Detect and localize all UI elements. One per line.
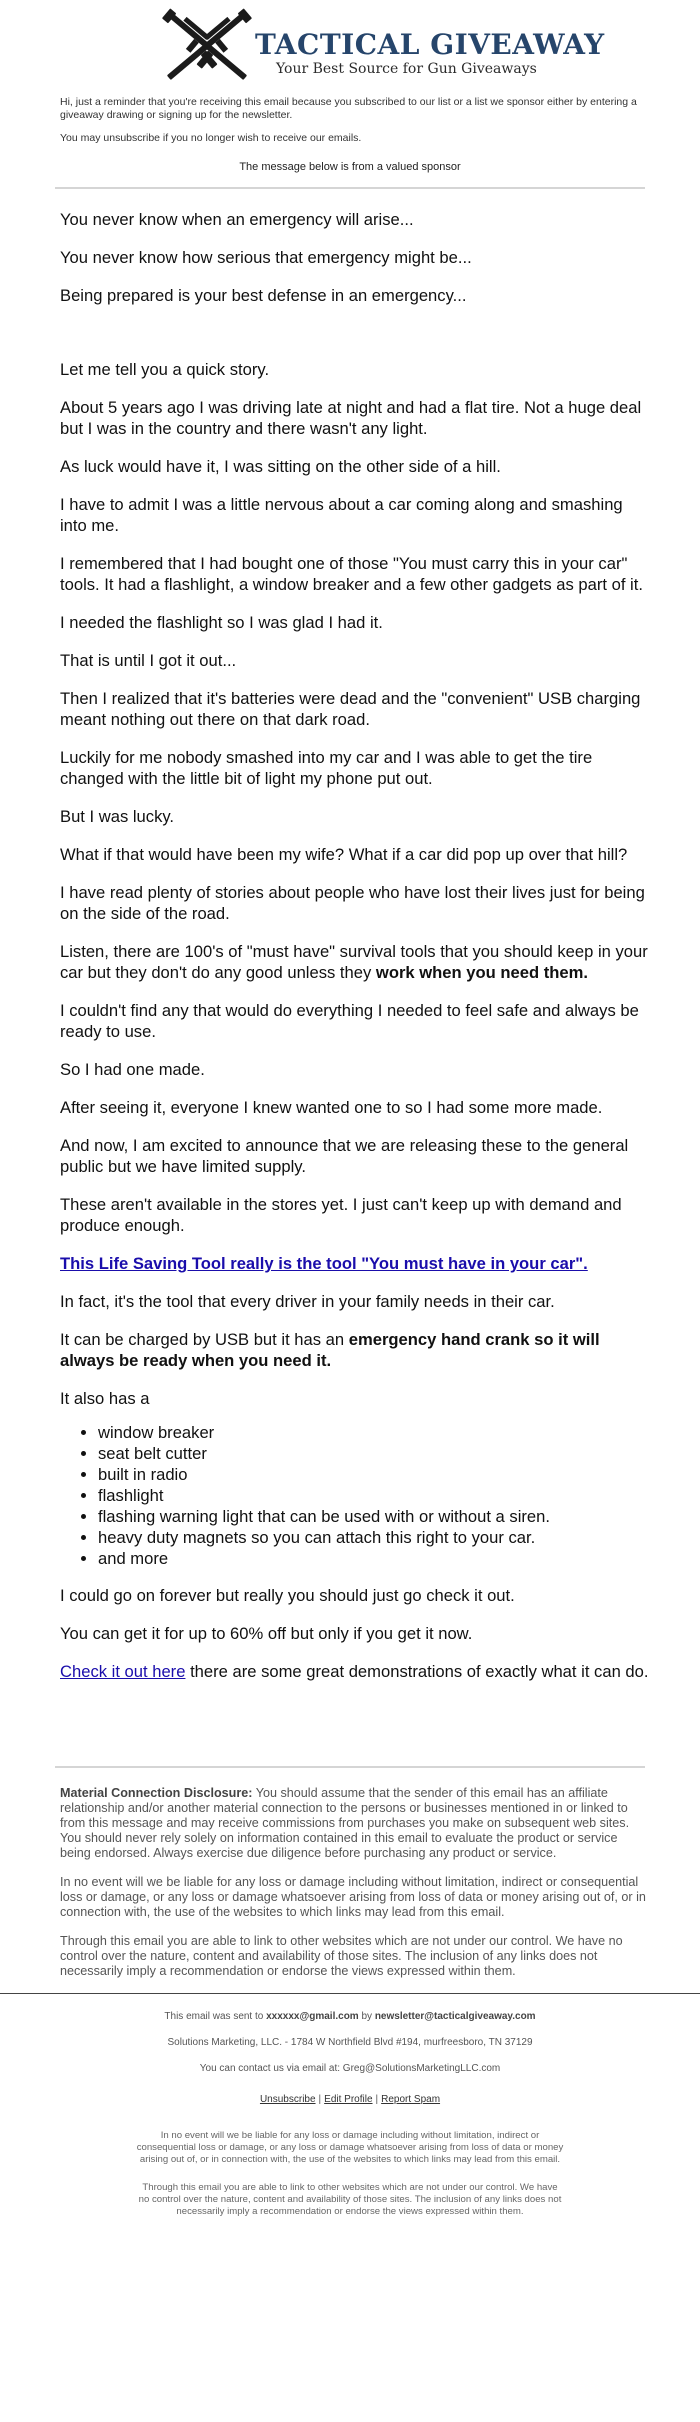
- paragraph-text: Listen, there are 100's of "must have" survival tools that you should keep in your car but they don't do any good unless they: [60, 942, 648, 982]
- feature-item: • flashlight: [98, 1485, 650, 1506]
- spacer: [60, 323, 650, 359]
- paragraph: But I was lucky.: [60, 807, 175, 826]
- disclosure-label: Material Connection Disclosure:: [60, 1786, 253, 1800]
- disclosure-text: You should assume that the sender of this email has an affiliate relationship and/or another material connection to the persons or businesses mentioned in or linked to from this message and may receive commissions from purchases you make on subsequent web sites. You should never rely solely on information contained in this email to evaluate the product or service being endorsed. Always exercise due diligence before purchasing any product or service.: [60, 1786, 630, 1860]
- paragraph: I could go on forever but really you should just go check it out.: [60, 1586, 515, 1605]
- check-it-out-link[interactable]: Check it out here: [60, 1662, 186, 1681]
- logo-tagline: Your Best Source for Gun Giveaways: [276, 61, 537, 77]
- paragraph: You never know when an emergency will arise...: [60, 210, 414, 229]
- sent-to-prefix: This email was sent to: [164, 2011, 267, 2022]
- paragraph-text: there are some great demonstrations of exactly what it can do.: [185, 1662, 649, 1681]
- external-links-disclaimer: Through this email you are able to link to other websites which are not under our control. We have no control over the nature, content and availability of those sites. The inclusion of any links does not necessarily imply a recommendation or endorse the views expressed within them.: [60, 1934, 623, 1978]
- product-cta-link[interactable]: This Life Saving Tool really is the tool "You must have in your car".: [60, 1254, 588, 1273]
- link-separator: |: [318, 2094, 322, 2105]
- intro-notice: [60, 96, 638, 145]
- feature-item: • built in radio: [98, 1464, 650, 1485]
- liability-disclaimer: In no event will we be liable for any loss or damage including without limitation, indirect or consequential loss or damage, or any loss or damage whatsoever arising from loss of data or money arising out of, or in connection with, the use of the websites to which links may lead from this email.: [60, 1875, 646, 1919]
- contact-line: You can contact us via email at: Greg@SolutionsMarketingLLC.com: [199, 2063, 501, 2074]
- disclosure-section: [60, 1786, 650, 1979]
- paragraph: Let me tell you a quick story.: [60, 360, 270, 379]
- footer-links: [100, 2093, 600, 2106]
- report-spam-link[interactable]: Report Spam: [381, 2094, 441, 2105]
- paragraph: Luckily for me nobody smashed into my car and I was able to get the tire changed with the little bit of light my phone put out.: [60, 748, 593, 788]
- crossed-rifles-icon: [152, 4, 262, 90]
- footer-liability-disclaimer: In no event will we be liable for any loss or damage including without limitation, indirect or consequential loss or damage, or any loss or damage whatsoever arising from loss of data or money arising out of, or in connection with, the use of the websites to which links may lead from this email.: [136, 2130, 564, 2165]
- paragraph: [60, 941, 650, 983]
- paragraph: About 5 years ago I was driving late at night and had a flat tire. Not a huge deal but I was in the country and there wasn't any light.: [60, 398, 642, 438]
- link-separator: |: [375, 2094, 379, 2105]
- sponsor-note: The message below is from a valued sponsor: [239, 161, 461, 173]
- sponsor-message: [60, 209, 650, 1682]
- feature-list: [60, 1422, 650, 1569]
- paragraph: And now, I am excited to announce that we are releasing these to the general public but we have limited supply.: [60, 1136, 629, 1176]
- paragraph: I couldn't find any that would do everything I needed to feel safe and always be ready to use.: [60, 1001, 639, 1041]
- paragraph: It also has a: [60, 1389, 150, 1408]
- divider: [0, 1993, 700, 1994]
- material-disclosure: [60, 1786, 650, 1861]
- email-header: [0, 0, 700, 92]
- paragraph: [60, 1329, 650, 1371]
- footer-links-disclaimer: Through this email you are able to link to other websites which are not under our control. We have no control over the nature, content and availability of those sites. The inclusion of any links does not necessarily imply a recommendation or endorse the views expressed within them.: [138, 2182, 562, 2217]
- paragraph: Then I realized that it's batteries were dead and the "convenient" USB charging meant nothing out there on that dark road.: [60, 689, 641, 729]
- feature-item: • heavy duty magnets so you can attach this right to your car.: [98, 1527, 650, 1548]
- paragraph: That is until I got it out...: [60, 651, 237, 670]
- unsubscribe-link[interactable]: Unsubscribe: [259, 2094, 316, 2105]
- feature-item: • and more: [98, 1548, 650, 1569]
- logo-title: TACTICAL GIVEAWAY: [255, 28, 605, 61]
- company-address: Solutions Marketing, LLC. - 1784 W Northfield Blvd #194, murfreesboro, TN 37129: [167, 2037, 533, 2048]
- sent-by-prefix: by: [358, 2011, 375, 2022]
- unsubscribe-note: You may unsubscribe if you no longer wish to receive our emails.: [60, 132, 362, 144]
- feature-item: • window breaker: [98, 1422, 650, 1443]
- paragraph: Being prepared is your best defense in an emergency...: [60, 286, 467, 305]
- sent-to-line: [100, 2010, 600, 2023]
- paragraph: So I had one made.: [60, 1060, 205, 1079]
- edit-profile-link[interactable]: Edit Profile: [324, 2094, 373, 2105]
- paragraph: What if that would have been my wife? What if a car did pop up over that hill?: [60, 845, 628, 864]
- recipient-email: xxxxxx@gmail.com: [266, 2011, 359, 2022]
- paragraph: These aren't available in the stores yet. I just can't keep up with demand and produce enough.: [60, 1195, 622, 1235]
- paragraph: I remembered that I had bought one of those "You must carry this in your car" tools. It had a flashlight, a window breaker and a few other gadgets as part of it.: [60, 554, 643, 594]
- paragraph: You can get it for up to 60% off but only if you get it now.: [60, 1624, 473, 1643]
- paragraph: I needed the flashlight so I was glad I had it.: [60, 613, 383, 632]
- paragraph: [60, 1661, 650, 1682]
- paragraph-text: It can be charged by USB but it has an: [60, 1330, 349, 1349]
- paragraph: After seeing it, everyone I knew wanted one to so I had some more made.: [60, 1098, 603, 1117]
- sender-email: newsletter@tacticalgiveaway.com: [374, 2011, 536, 2022]
- divider: [55, 1766, 645, 1768]
- divider: [55, 187, 645, 189]
- paragraph: You never know how serious that emergency might be...: [60, 248, 472, 267]
- emphasis-text: emergency hand crank so it will always be ready when you need it.: [60, 1330, 600, 1370]
- feature-item: • flashing warning light that can be used with or without a siren.: [98, 1506, 650, 1527]
- feature-item: • seat belt cutter: [98, 1443, 650, 1464]
- paragraph: [60, 1253, 650, 1274]
- paragraph: I have read plenty of stories about people who have lost their lives just for being on the side of the road.: [60, 883, 645, 923]
- subscription-reminder: Hi, just a reminder that you're receiving this email because you subscribed to our list or a list we sponsor either by entering a giveaway drawing or signing up for the newsletter.: [60, 96, 637, 121]
- emphasis-text: work when you need them.: [375, 963, 588, 982]
- paragraph: In fact, it's the tool that every driver in your family needs in their car.: [60, 1292, 555, 1311]
- email-footer: [100, 2010, 600, 2218]
- paragraph: As luck would have it, I was sitting on the other side of a hill.: [60, 457, 501, 476]
- paragraph: I have to admit I was a little nervous about a car coming along and smashing into me.: [60, 495, 623, 535]
